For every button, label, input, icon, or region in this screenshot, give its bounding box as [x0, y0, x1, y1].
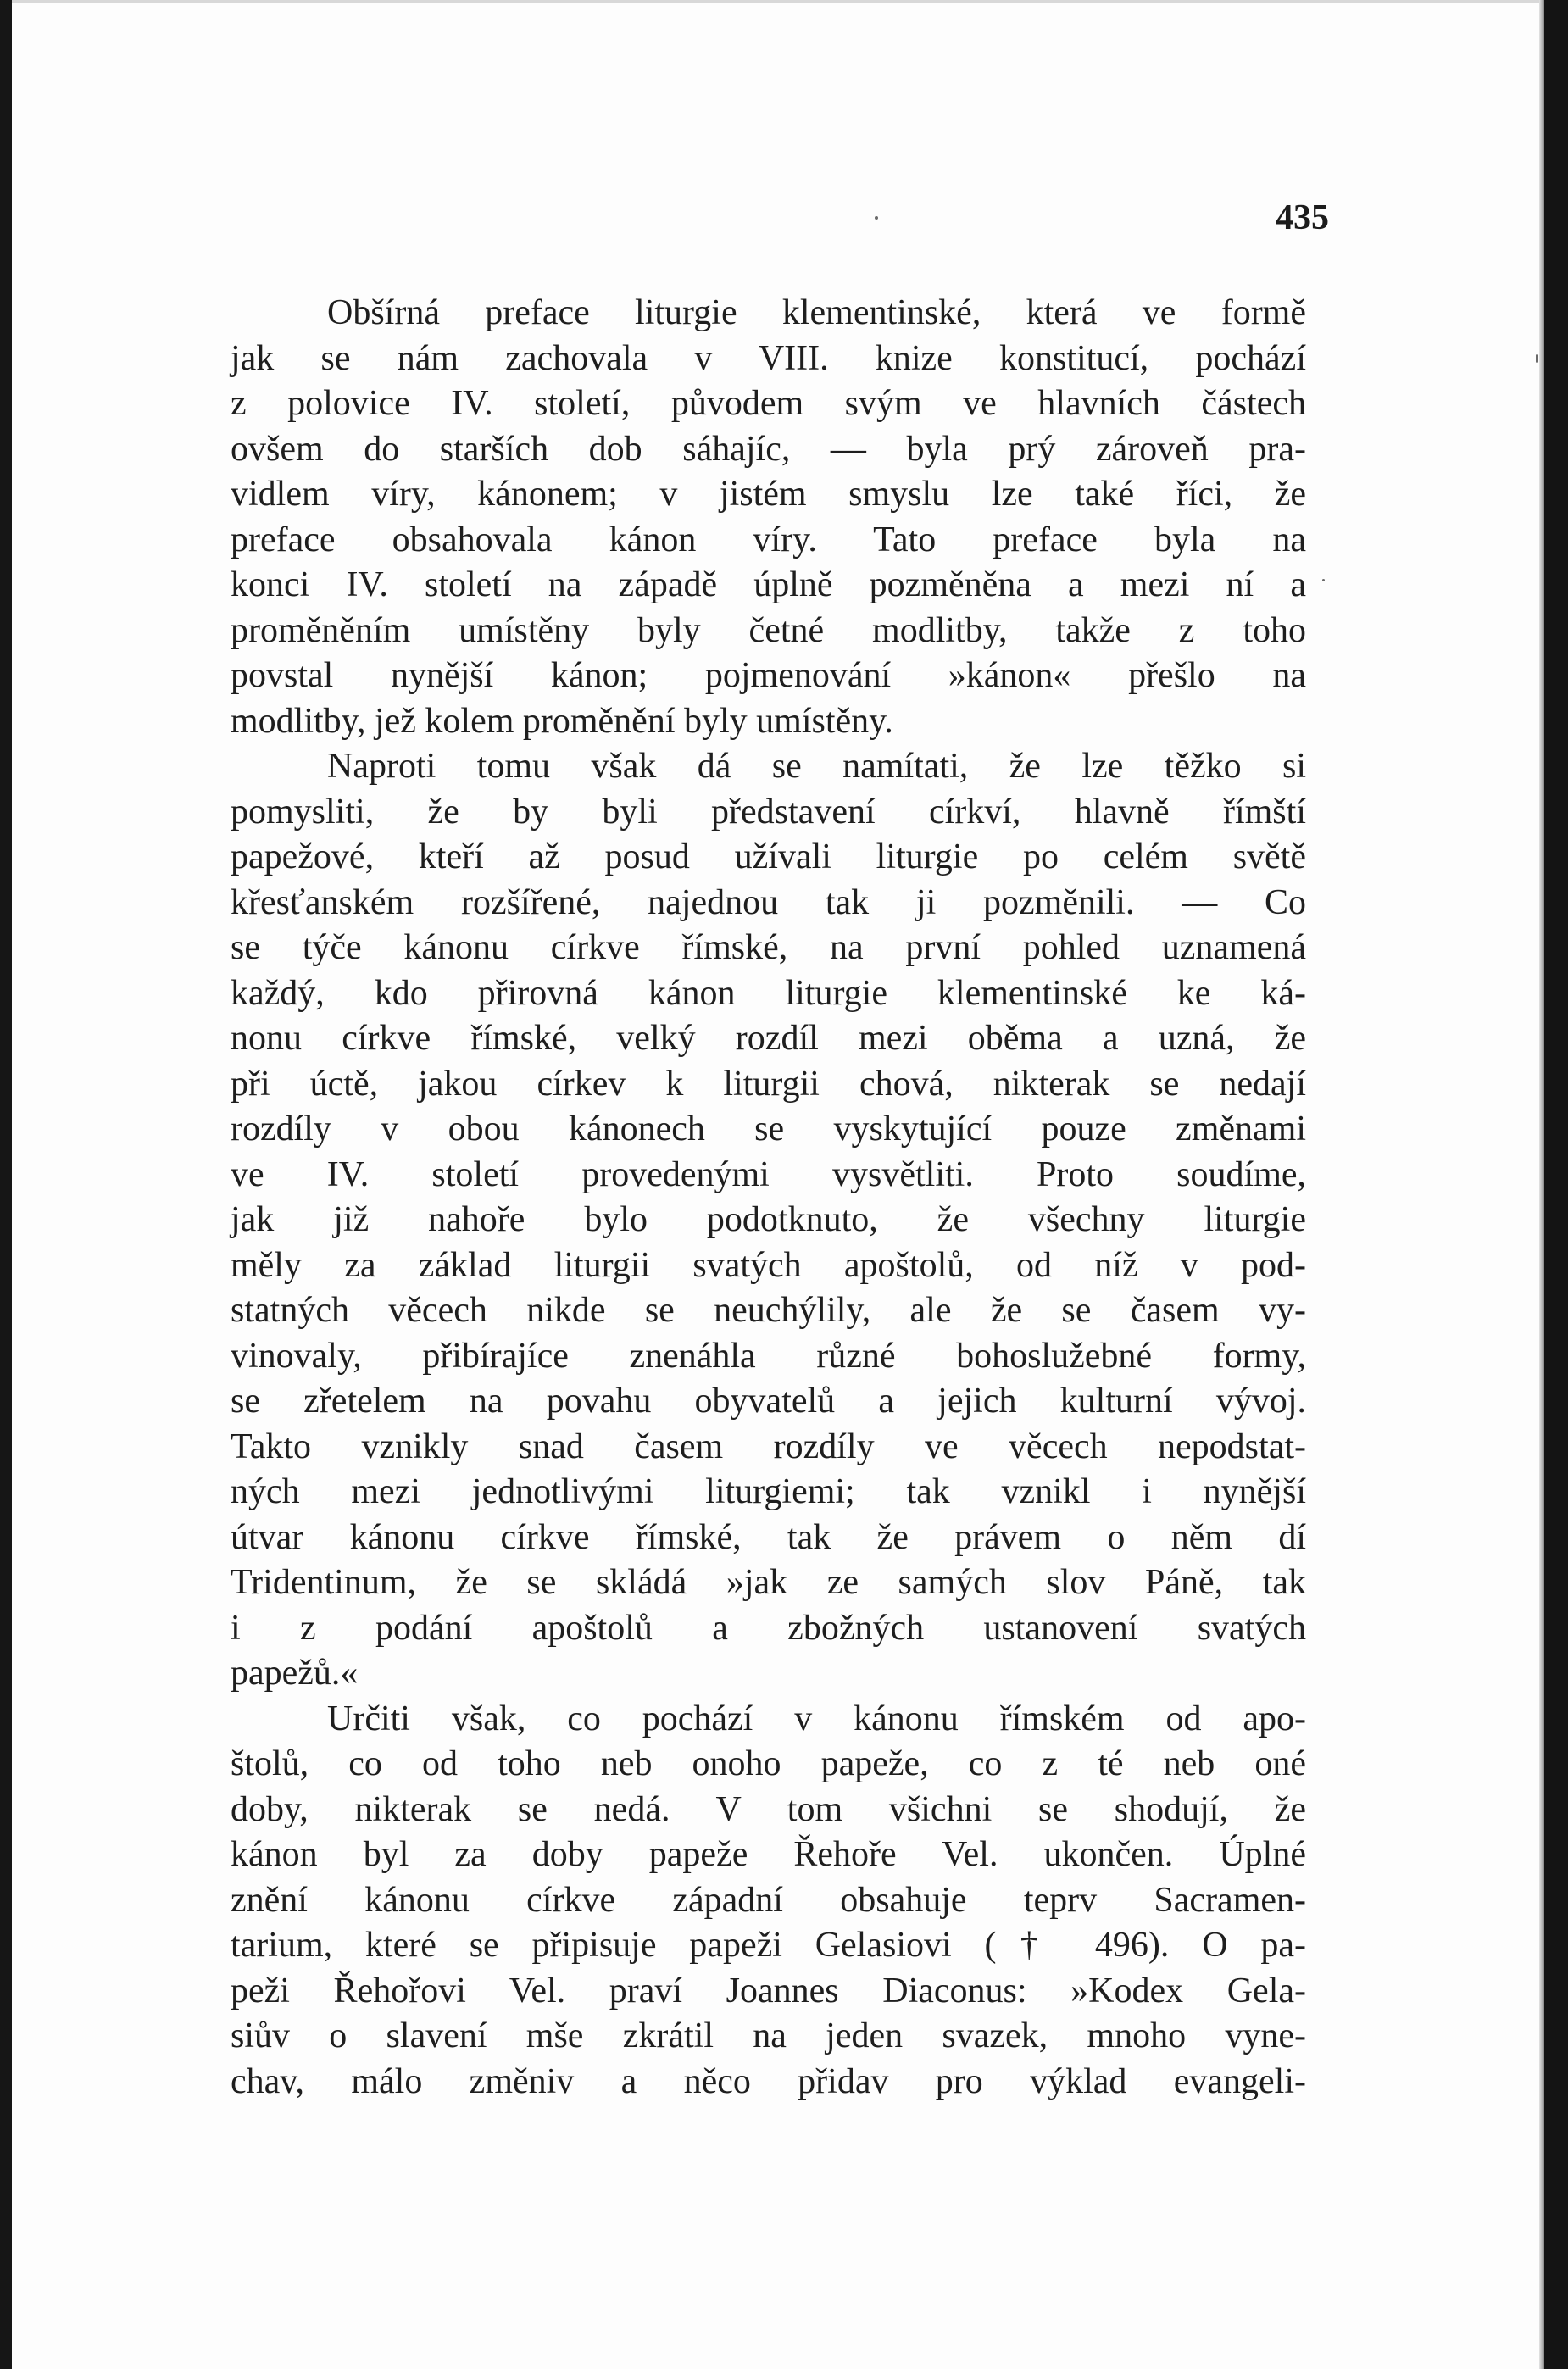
text-line: peži Řehořovi Vel. praví Joannes Diaconus: »Kodex Gela- — [231, 1971, 1306, 2010]
text-line: tarium, které se připisuje papeži Gelasiovi († 496). O pa- — [231, 1926, 1306, 1965]
text-line: ovšem do starších dob sáhajíc, — byla prý zároveň pra- — [231, 429, 1306, 469]
body-text — [231, 291, 1306, 2105]
text-line: jak již nahoře bylo podotknuto, že všechny liturgie — [231, 1200, 1306, 1239]
text-line: siův o slavení mše zkrátil na jeden svazek, mnoho vyne- — [231, 2016, 1306, 2055]
text-line: vidlem víry, kánonem; v jistém smyslu lze také říci, že — [231, 475, 1306, 514]
text-line: kánon byl za doby papeže Řehoře Vel. ukončen. Úplné — [231, 1835, 1306, 1874]
text-line: při úctě, jakou církev k liturgii chová, nikterak se nedají — [231, 1064, 1306, 1104]
scan-right-border — [1544, 0, 1568, 2369]
text-line: se týče kánonu církve římské, na první pohled uznamená — [231, 928, 1306, 967]
text-line: doby, nikterak se nedá. V tom všichni se shodují, že — [231, 1789, 1306, 1829]
text-line: Tridentinum, že se skládá »jak ze samých slov Páně, tak — [231, 1563, 1306, 1602]
text-line: měly za základ liturgii svatých apoštolů, od níž v pod- — [231, 1245, 1306, 1285]
text-line: konci IV. století na západě úplně pozměněna a mezi ní a — [231, 565, 1306, 604]
text-line: Určiti však, co pochází v kánonu římském od apo- — [327, 1699, 1306, 1738]
text-line: Takto vznikly snad časem rozdíly ve věcech nepodstat- — [231, 1426, 1306, 1466]
page-number: 435 — [1276, 198, 1329, 237]
text-line: Obšírná preface liturgie klementinské, která ve formě — [327, 293, 1306, 332]
text-line: znění kánonu církve západní obsahuje teprv Sacramen- — [231, 1880, 1306, 1920]
text-line: rozdíly v obou kánonech se vyskytující pouze změnami — [231, 1109, 1306, 1148]
text-line: i z podání apoštolů a zbožných ustanovení svatých — [231, 1608, 1306, 1648]
page-top-edge — [0, 0, 1568, 3]
scan-left-border — [0, 0, 12, 2369]
text-line: proměněním umístěny byly četné modlitby, takže z toho — [231, 610, 1306, 650]
text-line: papežové, kteří až posud užívali liturgie po celém světě — [231, 837, 1306, 876]
text-line: jak se nám zachovala v VIII. knize konstitucí, pochází — [231, 338, 1306, 378]
dust-speck — [875, 216, 878, 220]
text-line: vinovaly, přibírajíce znenáhla různé bohoslužebné formy, — [231, 1336, 1306, 1376]
text-line: chav, málo změniv a něco přidav pro výklad evangeli- — [231, 2061, 1306, 2101]
dust-speck — [1536, 354, 1538, 363]
text-line: ve IV. století provedenými vysvětliti. Proto soudíme, — [231, 1154, 1306, 1194]
text-line: Naproti tomu však dá se namítati, že lze těžko si — [327, 747, 1306, 786]
text-line: ných mezi jednotlivými liturgiemi; tak vznikl i nynější — [231, 1472, 1306, 1511]
text-line: modlitby, jež kolem proměnění byly umístěny. — [231, 701, 893, 741]
dust-speck — [1322, 579, 1325, 581]
text-line: křesťanském rozšířené, najednou tak ji pozměnili. — Co — [231, 882, 1306, 922]
text-line: povstal nynější kánon; pojmenování »kánon« přešlo na — [231, 656, 1306, 695]
text-line: se zřetelem na povahu obyvatelů a jejich kulturní vývoj. — [231, 1382, 1306, 1421]
text-line: papežů.« — [231, 1654, 359, 1693]
text-line: štolů, co od toho neb onoho papeže, co z té neb oné — [231, 1744, 1306, 1783]
text-line: nonu církve římské, velký rozdíl mezi oběma a uzná, že — [231, 1019, 1306, 1058]
text-line: preface obsahovala kánon víry. Tato preface byla na — [231, 520, 1306, 559]
text-line: z polovice IV. století, původem svým ve hlavních částech — [231, 384, 1306, 423]
text-line: útvar kánonu církve římské, tak že právem o něm dí — [231, 1517, 1306, 1557]
text-line: statných věcech nikde se neuchýlily, ale že se časem vy- — [231, 1291, 1306, 1330]
text-line: každý, kdo přirovná kánon liturgie klementinské ke ká- — [231, 973, 1306, 1013]
text-line: pomysliti, že by byli představení církví, hlavně římští — [231, 792, 1306, 831]
